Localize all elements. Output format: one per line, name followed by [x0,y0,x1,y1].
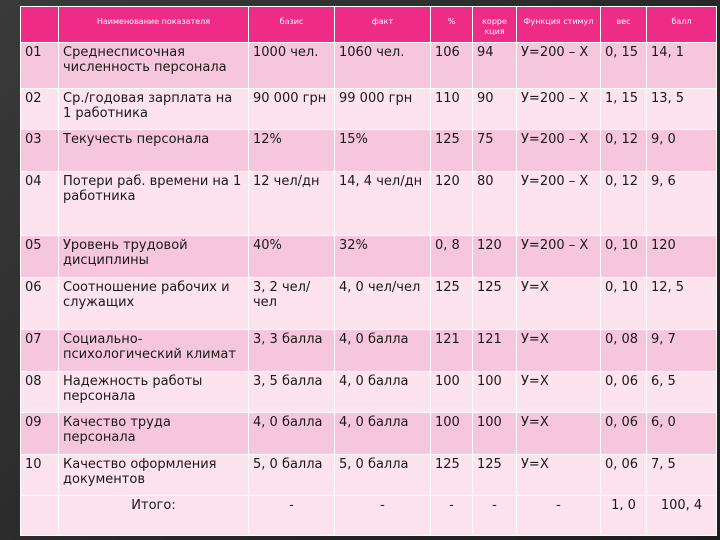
row-weight: 0, 15 [601,43,647,89]
total-fact: - [335,496,431,536]
row-weight: 0, 06 [601,413,647,455]
table-row [21,278,717,330]
row-num: 07 [21,330,59,372]
row-num: 05 [21,236,59,278]
row-name: Текучесть персонала [59,130,249,172]
row-func: У=Х [517,413,601,455]
total-pct: - [431,496,473,536]
row-weight: 0, 12 [601,171,647,235]
row-score: 9, 7 [647,330,717,372]
row-base: 3, 5 балла [249,371,335,413]
table-row [21,171,717,235]
row-fact: 99 000 грн [335,88,431,130]
row-score: 12, 5 [647,278,717,330]
row-corr: 94 [473,43,517,89]
row-score: 9, 6 [647,171,717,235]
row-name: Надежность работы персонала [59,371,249,413]
header-weight: вес [601,7,647,43]
row-num: 09 [21,413,59,455]
row-base: 90 000 грн [249,88,335,130]
row-func: У=200 – Х [517,43,601,89]
row-fact: 4, 0 балла [335,330,431,372]
row-func: У=Х [517,278,601,330]
row-score: 13, 5 [647,88,717,130]
row-base: 12% [249,130,335,172]
total-func: - [517,496,601,536]
row-name: Среднесписочная численность персонала [59,43,249,89]
header-name: Наименование показателя [59,7,249,43]
row-name: Уровень трудовой дисциплины [59,236,249,278]
row-name: Соотношение рабочих и служащих [59,278,249,330]
header-pct: % [431,7,473,43]
row-func: У=Х [517,454,601,496]
header-score: балл [647,7,717,43]
row-name: Качество труда персонала [59,413,249,455]
row-pct: 100 [431,371,473,413]
row-fact: 5, 0 балла [335,454,431,496]
total-corr: - [473,496,517,536]
row-pct: 125 [431,454,473,496]
row-weight: 0, 06 [601,454,647,496]
row-num: 02 [21,88,59,130]
header-fact: факт [335,7,431,43]
row-func: У=200 – Х [517,171,601,235]
row-name: Потери раб. времени на 1 работника [59,171,249,235]
header-row [21,7,717,43]
table-row [21,88,717,130]
row-weight: 0, 12 [601,130,647,172]
row-fact: 32% [335,236,431,278]
row-corr: 100 [473,371,517,413]
row-func: У=Х [517,330,601,372]
row-fact: 4, 0 балла [335,413,431,455]
row-fact: 1060 чел. [335,43,431,89]
row-fact: 14, 4 чел/дн [335,171,431,235]
row-fact: 15% [335,130,431,172]
total-score: 100, 4 [647,496,717,536]
row-score: 120 [647,236,717,278]
row-base: 1000 чел. [249,43,335,89]
row-num: 04 [21,171,59,235]
row-score: 14, 1 [647,43,717,89]
table-row [21,130,717,172]
table-row [21,43,717,89]
total-base: - [249,496,335,536]
row-corr: 121 [473,330,517,372]
row-base: 3, 2 чел/чел [249,278,335,330]
header-base: базис [249,7,335,43]
row-func: У=Х [517,371,601,413]
row-func: У=200 – Х [517,236,601,278]
total-num [21,496,59,536]
row-fact: 4, 0 балла [335,371,431,413]
row-pct: 125 [431,278,473,330]
row-fact: 4, 0 чел/чел [335,278,431,330]
row-base: 5, 0 балла [249,454,335,496]
row-num: 10 [21,454,59,496]
indicators-table [20,6,717,536]
row-weight: 0, 08 [601,330,647,372]
row-pct: 0, 8 [431,236,473,278]
total-row [21,496,717,536]
row-score: 6, 5 [647,371,717,413]
row-corr: 75 [473,130,517,172]
row-func: У=200 – Х [517,88,601,130]
row-pct: 106 [431,43,473,89]
row-corr: 80 [473,171,517,235]
table-row [21,371,717,413]
row-base: 40% [249,236,335,278]
row-name: Качество оформления документов [59,454,249,496]
row-weight: 0, 06 [601,371,647,413]
row-pct: 121 [431,330,473,372]
total-weight: 1, 0 [601,496,647,536]
row-corr: 90 [473,88,517,130]
table-row [21,236,717,278]
row-weight: 0, 10 [601,278,647,330]
table-row [21,330,717,372]
row-num: 03 [21,130,59,172]
row-weight: 1, 15 [601,88,647,130]
row-base: 4, 0 балла [249,413,335,455]
row-pct: 120 [431,171,473,235]
row-score: 6, 0 [647,413,717,455]
row-base: 3, 3 балла [249,330,335,372]
row-num: 08 [21,371,59,413]
row-base: 12 чел/дн [249,171,335,235]
row-corr: 125 [473,278,517,330]
total-label: Итого: [59,496,249,536]
row-weight: 0, 10 [601,236,647,278]
table-row [21,454,717,496]
header-corr: корре кция [473,7,517,43]
table-row [21,413,717,455]
row-name: Ср./годовая зарплата на 1 работника [59,88,249,130]
row-pct: 125 [431,130,473,172]
row-func: У=200 – Х [517,130,601,172]
row-corr: 125 [473,454,517,496]
row-num: 01 [21,43,59,89]
header-num [21,7,59,43]
row-num: 06 [21,278,59,330]
row-pct: 100 [431,413,473,455]
row-score: 9, 0 [647,130,717,172]
row-name: Социально-психологический климат [59,330,249,372]
row-corr: 100 [473,413,517,455]
row-pct: 110 [431,88,473,130]
header-func: Функция стимул [517,7,601,43]
row-score: 7, 5 [647,454,717,496]
row-corr: 120 [473,236,517,278]
